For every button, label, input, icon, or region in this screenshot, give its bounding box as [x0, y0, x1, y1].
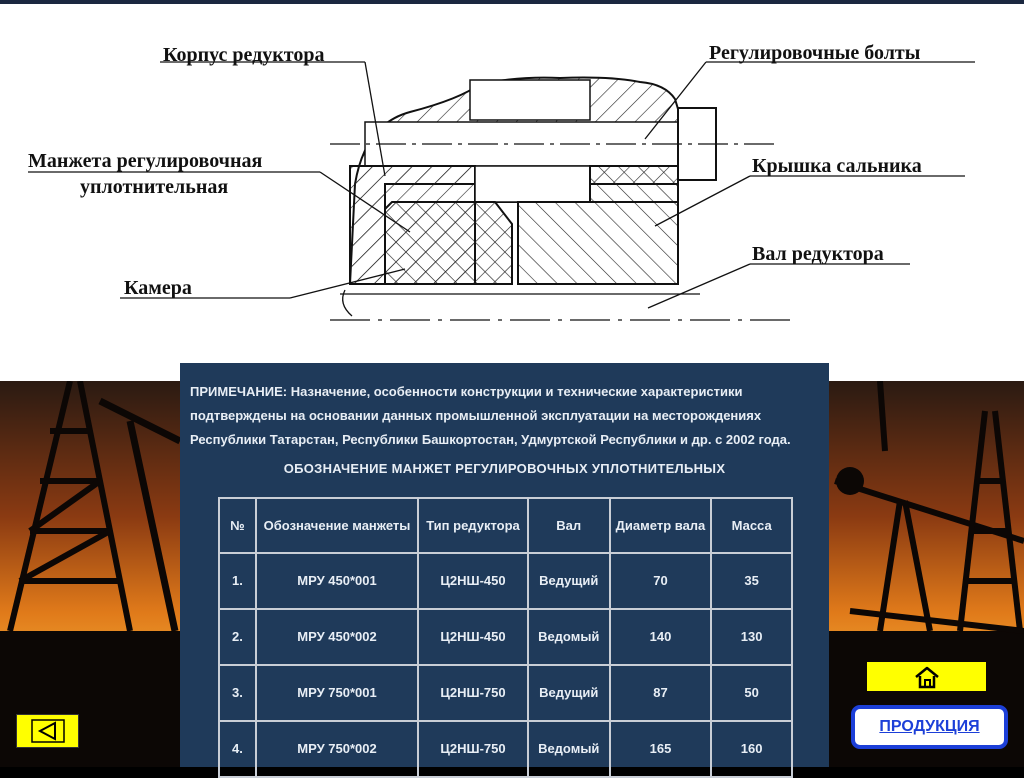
label-housing: Корпус редуктора	[163, 44, 325, 66]
label-cover: Крышка сальника	[752, 155, 922, 177]
header-shaft-diameter: Диаметр вала	[610, 498, 712, 553]
cell-reducer-type: Ц2НШ-750	[418, 721, 528, 777]
seal-diagram	[0, 4, 1024, 381]
cell-mass: 160	[711, 721, 792, 777]
products-button[interactable]	[851, 705, 1008, 749]
table-header-row	[219, 498, 792, 553]
cell-designation: МРУ 450*002	[256, 609, 418, 665]
cell-mass: 50	[711, 665, 792, 721]
table-row	[219, 553, 792, 609]
label-bolts: Регулировочные болты	[709, 42, 921, 64]
cell-reducer-type: Ц2НШ-750	[418, 665, 528, 721]
left-arrow-icon	[31, 719, 65, 743]
table-title: ОБОЗНАЧЕНИЕ МАНЖЕТ РЕГУЛИРОВОЧНЫХ УПЛОТНИТЕЛЬНЫХ	[283, 461, 726, 476]
cell-number: 2.	[219, 609, 256, 665]
home-button[interactable]	[867, 662, 986, 691]
cell-shaft-diameter: 165	[610, 721, 712, 777]
header-number: №	[219, 498, 256, 553]
table-row	[219, 665, 792, 721]
header-mass: Масса	[711, 498, 792, 553]
back-button[interactable]	[16, 714, 79, 748]
home-icon	[913, 665, 941, 689]
label-cuff-line1: Манжета регулировочная	[28, 150, 263, 172]
note-text: ПРИМЕЧАНИЕ: Назначение, особенности конструкции и технические характеристики подтверждены на основании данных промышленной эксплуатации на месторождениях Республики Татарстан, Республики Башкортостан, Удмуртской Республики и др. с 2002 года.	[190, 384, 791, 447]
cell-designation: МРУ 750*001	[256, 665, 418, 721]
label-chamber: Камера	[124, 277, 192, 299]
cell-mass: 130	[711, 609, 792, 665]
cell-reducer-type: Ц2НШ-450	[418, 609, 528, 665]
cell-shaft: Ведомый	[528, 609, 610, 665]
cell-shaft-diameter: 140	[610, 609, 712, 665]
header-reducer-type: Тип редуктора	[418, 498, 528, 553]
cell-designation: МРУ 750*002	[256, 721, 418, 777]
cell-shaft: Ведомый	[528, 721, 610, 777]
label-cuff-line2: уплотнительная	[80, 176, 229, 198]
header-shaft: Вал	[528, 498, 610, 553]
cell-number: 1.	[219, 553, 256, 609]
products-button-label: ПРОДУКЦИЯ	[879, 718, 980, 735]
table-row	[219, 609, 792, 665]
cell-shaft: Ведущий	[528, 553, 610, 609]
label-shaft: Вал редуктора	[752, 243, 884, 265]
cuff-spec-table	[218, 497, 793, 778]
cell-number: 4.	[219, 721, 256, 777]
table-row	[219, 721, 792, 777]
cell-designation: МРУ 450*001	[256, 553, 418, 609]
cell-mass: 35	[711, 553, 792, 609]
header-designation: Обозначение манжеты	[256, 498, 418, 553]
cell-number: 3.	[219, 665, 256, 721]
cell-shaft: Ведущий	[528, 665, 610, 721]
cell-shaft-diameter: 70	[610, 553, 712, 609]
cell-reducer-type: Ц2НШ-450	[418, 553, 528, 609]
cell-shaft-diameter: 87	[610, 665, 712, 721]
